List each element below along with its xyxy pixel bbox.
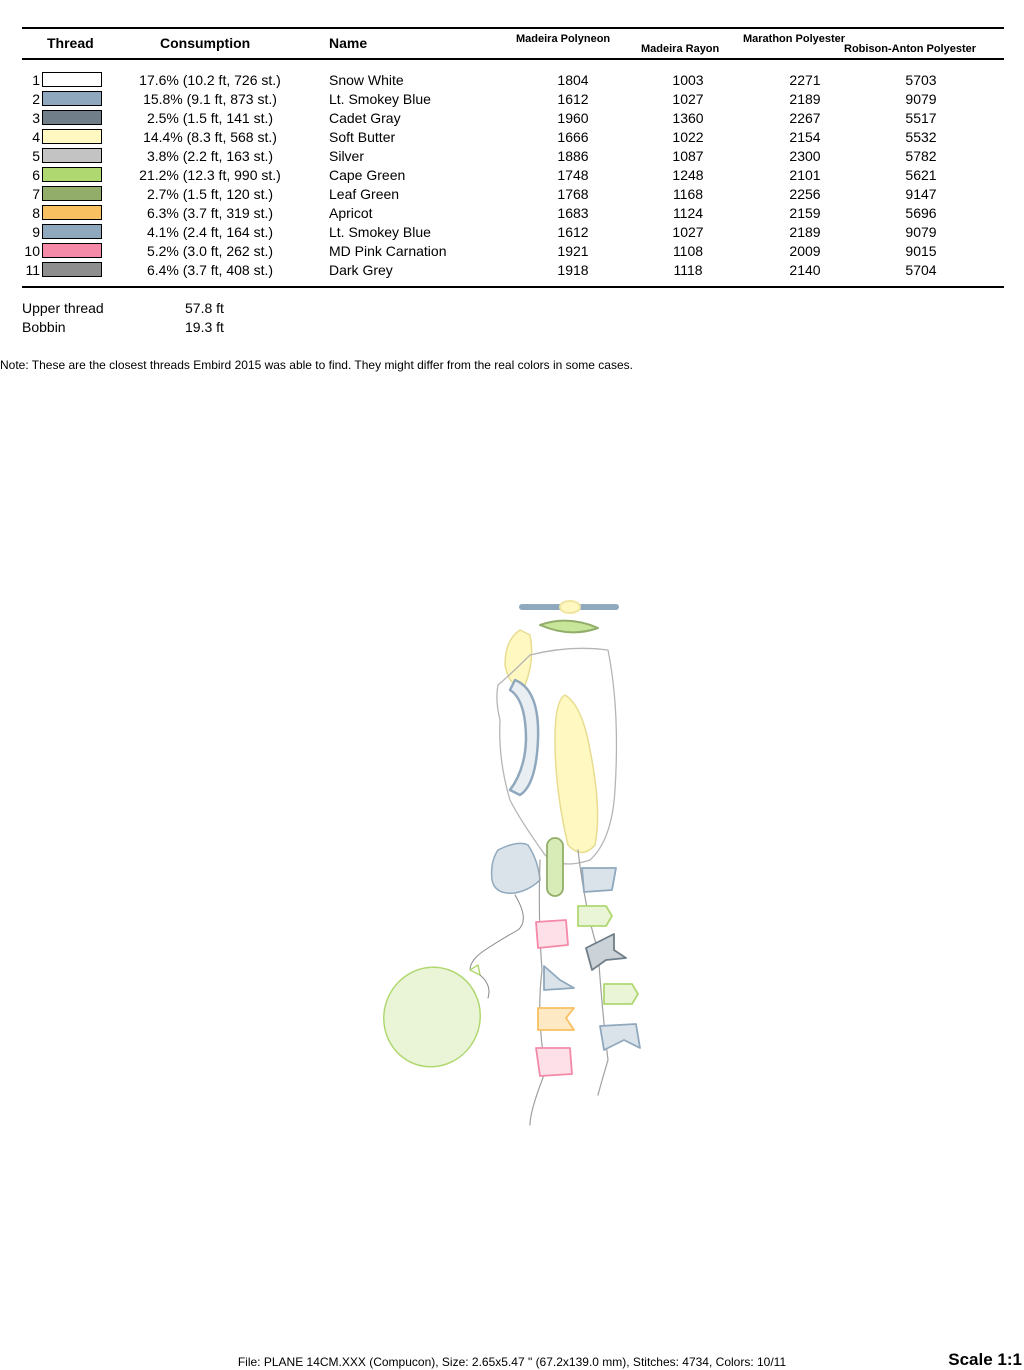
madeira-polyneon-cell: 1921 <box>557 243 589 259</box>
madeira-rayon-cell: 1118 <box>673 262 703 278</box>
robison-anton-cell: 9015 <box>905 243 937 259</box>
note-text: Note: These are the closest threads Embird 2015 was able to find. They might differ from the real colors in some cases. <box>0 358 633 372</box>
madeira-rayon-cell: 1022 <box>672 129 704 145</box>
header-madeira-polyneon: Madeira Polyneon <box>516 33 611 45</box>
consumption-cell: 2.7% (1.5 ft, 120 st.) <box>146 186 274 202</box>
marathon-polyester-cell: 2154 <box>789 129 821 145</box>
madeira-rayon-cell: 1087 <box>672 148 704 164</box>
robison-anton-cell: 5621 <box>905 167 937 183</box>
consumption-cell: 15.8% (9.1 ft, 873 st.) <box>143 91 277 107</box>
madeira-rayon-cell: 1108 <box>672 243 704 259</box>
robison-anton-cell: 9147 <box>905 186 937 202</box>
thread-number: 5 <box>32 148 40 164</box>
thread-name-cell: Snow White <box>329 72 404 88</box>
thread-number: 10 <box>24 243 40 259</box>
file-info-footer: File: PLANE 14CM.XXX (Compucon), Size: 2.65x5.47 " (67.2x139.0 mm), Stitches: 4734, Colors: 10/11 <box>237 1355 787 1369</box>
consumption-cell: 14.4% (8.3 ft, 568 st.) <box>143 129 277 145</box>
thread-name-cell: Dark Grey <box>329 262 393 278</box>
consumption-cell: 5.2% (3.0 ft, 262 st.) <box>146 243 274 259</box>
thread-number: 2 <box>32 91 40 107</box>
color-swatch <box>42 186 102 201</box>
header-consumption: Consumption <box>160 35 251 51</box>
marathon-polyester-cell: 2267 <box>789 110 821 126</box>
marathon-polyester-cell: 2189 <box>789 224 821 240</box>
marathon-polyester-cell: 2101 <box>789 167 821 183</box>
table-row <box>0 109 1024 128</box>
marathon-polyester-cell: 2271 <box>789 72 821 88</box>
madeira-polyneon-cell: 1886 <box>557 148 589 164</box>
consumption-cell: 6.3% (3.7 ft, 319 st.) <box>146 205 274 221</box>
color-swatch <box>42 91 102 106</box>
color-swatch <box>42 205 102 220</box>
thread-number: 6 <box>32 167 40 183</box>
thread-number: 9 <box>32 224 40 240</box>
robison-anton-cell: 5532 <box>905 129 937 145</box>
robison-anton-cell: 5703 <box>905 72 937 88</box>
madeira-rayon-cell: 1168 <box>672 186 704 202</box>
thread-name-cell: Soft Butter <box>329 129 396 145</box>
consumption-cell: 3.8% (2.2 ft, 163 st.) <box>146 148 274 164</box>
header-bottom-rule <box>22 58 1004 60</box>
bobbin-label: Bobbin <box>22 319 66 335</box>
table-row <box>0 242 1024 261</box>
madeira-polyneon-cell: 1612 <box>557 91 589 107</box>
thread-name-cell: Lt. Smokey Blue <box>329 91 431 107</box>
madeira-polyneon-cell: 1768 <box>557 186 589 202</box>
madeira-rayon-cell: 1027 <box>672 91 704 107</box>
thread-name-cell: Silver <box>329 148 365 164</box>
color-swatch <box>42 224 102 239</box>
thread-number: 8 <box>32 205 40 221</box>
color-swatch <box>42 110 102 125</box>
madeira-polyneon-cell: 1683 <box>557 205 589 221</box>
marathon-polyester-cell: 2140 <box>789 262 821 278</box>
table-bottom-rule <box>22 286 1004 288</box>
table-row <box>0 147 1024 166</box>
header-robison-anton: Robison-Anton Polyester <box>844 43 977 55</box>
thread-name-cell: Leaf Green <box>329 186 400 202</box>
thread-number: 7 <box>32 186 40 202</box>
madeira-polyneon-cell: 1612 <box>557 224 589 240</box>
thread-name-cell: Cadet Gray <box>329 110 401 126</box>
thread-number: 3 <box>32 110 40 126</box>
table-row <box>0 71 1024 90</box>
robison-anton-cell: 5782 <box>905 148 937 164</box>
consumption-cell: 4.1% (2.4 ft, 164 st.) <box>146 224 274 240</box>
madeira-polyneon-cell: 1918 <box>557 262 589 278</box>
madeira-polyneon-cell: 1960 <box>557 110 589 126</box>
thread-number: 4 <box>32 129 40 145</box>
consumption-cell: 6.4% (3.7 ft, 408 st.) <box>146 262 274 278</box>
thread-name-cell: MD Pink Carnation <box>329 243 447 259</box>
table-row <box>0 223 1024 242</box>
table-row <box>0 166 1024 185</box>
thread-number: 1 <box>32 72 40 88</box>
color-swatch <box>42 129 102 144</box>
robison-anton-cell: 5517 <box>905 110 937 126</box>
upper-thread-label: Upper thread <box>22 300 104 316</box>
color-swatch <box>42 167 102 182</box>
color-swatch <box>42 262 102 277</box>
madeira-rayon-cell: 1003 <box>672 72 704 88</box>
consumption-cell: 2.5% (1.5 ft, 141 st.) <box>146 110 274 126</box>
table-row <box>0 90 1024 109</box>
bobbin-value: 19.3 ft <box>185 319 224 335</box>
color-swatch <box>42 148 102 163</box>
robison-anton-cell: 5696 <box>905 205 937 221</box>
robison-anton-cell: 5704 <box>905 262 937 278</box>
madeira-polyneon-cell: 1666 <box>557 129 589 145</box>
madeira-rayon-cell: 1248 <box>672 167 704 183</box>
madeira-polyneon-cell: 1804 <box>557 72 589 88</box>
color-swatch <box>42 243 102 258</box>
color-swatch <box>42 72 102 87</box>
marathon-polyester-cell: 2009 <box>789 243 821 259</box>
table-row <box>0 128 1024 147</box>
thread-name-cell: Cape Green <box>329 167 406 183</box>
marathon-polyester-cell: 2159 <box>789 205 821 221</box>
scale-label: Scale 1:1 <box>948 1350 1022 1369</box>
marathon-polyester-cell: 2300 <box>789 148 821 164</box>
madeira-rayon-cell: 1360 <box>672 110 704 126</box>
header-marathon-polyester: Marathon Polyester <box>743 33 846 45</box>
table-row <box>0 261 1024 280</box>
robison-anton-cell: 9079 <box>905 91 937 107</box>
madeira-polyneon-cell: 1748 <box>557 167 589 183</box>
embroidery-design-preview <box>370 590 660 1140</box>
marathon-polyester-cell: 2189 <box>789 91 821 107</box>
table-row <box>0 204 1024 223</box>
consumption-cell: 17.6% (10.2 ft, 726 st.) <box>139 72 281 88</box>
header-thread: Thread <box>47 35 94 51</box>
thread-name-cell: Lt. Smokey Blue <box>329 224 431 240</box>
table-top-rule <box>22 27 1004 29</box>
consumption-cell: 21.2% (12.3 ft, 990 st.) <box>139 167 281 183</box>
upper-thread-value: 57.8 ft <box>185 300 224 316</box>
thread-name-cell: Apricot <box>329 205 373 221</box>
robison-anton-cell: 9079 <box>905 224 937 240</box>
header-madeira-rayon: Madeira Rayon <box>641 43 720 55</box>
madeira-rayon-cell: 1027 <box>672 224 704 240</box>
thread-number: 11 <box>25 262 40 278</box>
table-row <box>0 185 1024 204</box>
madeira-rayon-cell: 1124 <box>672 205 704 221</box>
marathon-polyester-cell: 2256 <box>789 186 821 202</box>
header-name: Name <box>329 35 368 51</box>
